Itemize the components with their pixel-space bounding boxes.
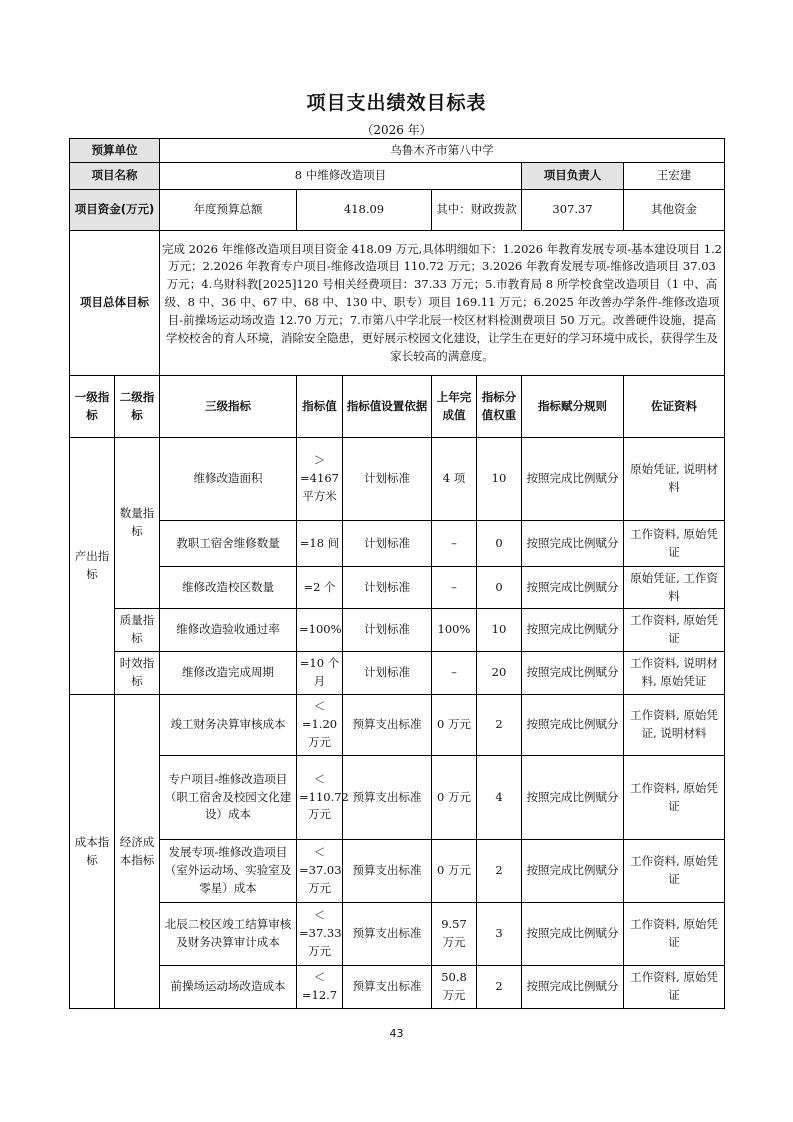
table-row — [70, 903, 725, 966]
indicator-rule: 按照完成比例赋分 — [522, 652, 624, 695]
indicator-evidence: 工作资料, 原始凭证 — [624, 521, 725, 567]
indicator-evidence: 工作资料, 说明材料, 原始凭证 — [624, 652, 725, 695]
indicator-name: 维修改造验收通过率 — [160, 609, 297, 652]
indicator-basis: 计划标准 — [343, 652, 432, 695]
table-row — [70, 652, 725, 695]
indicator-rule: 按照完成比例赋分 — [522, 840, 624, 903]
indicator-rule: 按照完成比例赋分 — [522, 609, 624, 652]
indicator-rule: 按照完成比例赋分 — [522, 521, 624, 567]
indicator-basis: 预算支出标准 — [343, 903, 432, 966]
indicator-name: 专户项目-维修改造项目（职工宿舍及校园文化建设）成本 — [160, 756, 297, 840]
header-basis: 指标值设置依据 — [343, 376, 432, 438]
fiscal-label: 其中：财政拨款 — [432, 190, 522, 231]
table-row — [70, 695, 725, 756]
indicator-weight: 0 — [477, 521, 522, 567]
total-budget-value: 418.09 — [297, 190, 432, 231]
project-leader-value: 王宏建 — [624, 163, 725, 190]
table-row — [70, 609, 725, 652]
header-target: 指标值 — [297, 376, 343, 438]
total-budget-label: 年度预算总额 — [160, 190, 297, 231]
indicator-evidence: 工作资料, 原始凭证 — [624, 609, 725, 652]
indicator-target: =10 个月 — [297, 652, 343, 695]
table-row — [70, 756, 725, 840]
indicator-rule: 按照完成比例赋分 — [522, 756, 624, 840]
indicator-basis: 计划标准 — [343, 438, 432, 521]
header-level1: 一级指标 — [70, 376, 115, 438]
indicator-evidence: 工作资料, 原始凭证 — [624, 840, 725, 903]
indicator-weight: 20 — [477, 652, 522, 695]
indicator-weight: 2 — [477, 840, 522, 903]
indicator-name: 维修改造校区数量 — [160, 567, 297, 609]
header-last-year: 上年完成值 — [432, 376, 477, 438]
table-row — [70, 567, 725, 609]
indicator-target: ＜=37.03 万元 — [297, 840, 343, 903]
header-level2: 二级指标 — [115, 376, 160, 438]
indicator-last-year: – — [432, 567, 477, 609]
header-weight: 指标分值权重 — [477, 376, 522, 438]
indicator-weight: 10 — [477, 609, 522, 652]
indicator-target: ＞=4167 平方米 — [297, 438, 343, 521]
indicator-name: 竣工财务决算审核成本 — [160, 695, 297, 756]
goal-text: 完成 2026 年维修改造项目项目资金 418.09 万元,具体明细如下：1.2026 年教育发展专项-基本建设项目 1.2 万元；2.2026 年教育专户项目-维修改造项目 110.72 万元；3.2026 年教育发展专项-维修改造项目 37.03 万元；4.乌财科教[2025]120 号相关经费项目：37.33 万元；5.市教育局 8 所学校食堂改造项目（1 中、高级、8 中、36 中、67 中、68 中、130 中、职专）项目 169.11 万元；6.2025 年改善办学条件-维修改造项目-前操场运动场改造 12.70 万元；7.市第八中学北辰一校区材料检测费项目 50 万元。改善硬件设施，提高学校校舍的育人环境，消除安全隐患，更好展示校园文化建设，让学生在更好的学习环境中成长，获得学生及家长较高的满意度。 — [160, 231, 725, 376]
indicator-name: 北辰二校区竣工结算审核及财务决算审计成本 — [160, 903, 297, 966]
indicator-target: ＜=110.72 万元 — [297, 756, 343, 840]
indicator-rule: 按照完成比例赋分 — [522, 695, 624, 756]
indicator-target: =100% — [297, 609, 343, 652]
indicator-last-year: – — [432, 521, 477, 567]
indicator-weight: 10 — [477, 438, 522, 521]
indicator-basis: 预算支出标准 — [343, 756, 432, 840]
indicator-evidence: 工作资料, 原始凭证 — [624, 903, 725, 966]
unit-value: 乌鲁木齐市第八中学 — [160, 139, 725, 163]
indicator-last-year: 4 项 — [432, 438, 477, 521]
indicator-basis: 计划标准 — [343, 567, 432, 609]
indicator-target: =2 个 — [297, 567, 343, 609]
indicator-target: =18 间 — [297, 521, 343, 567]
indicator-name: 维修改造面积 — [160, 438, 297, 521]
indicator-rule: 按照完成比例赋分 — [522, 567, 624, 609]
indicator-name: 维修改造完成周期 — [160, 652, 297, 695]
indicator-last-year: 0 万元 — [432, 695, 477, 756]
table-row — [70, 966, 725, 1009]
group-output: 产出指标 — [70, 438, 115, 695]
subgroup-economic-cost: 经济成本指标 — [115, 695, 160, 1009]
indicator-target: ＜=37.33 万元 — [297, 903, 343, 966]
indicator-weight: 2 — [477, 695, 522, 756]
table-row — [70, 438, 725, 521]
indicator-rule: 按照完成比例赋分 — [522, 903, 624, 966]
other-funds-label: 其他资金 — [624, 190, 725, 231]
indicator-last-year: 50.8 万元 — [432, 966, 477, 1009]
indicator-evidence: 原始凭证, 工作资料 — [624, 567, 725, 609]
indicator-basis: 计划标准 — [343, 521, 432, 567]
indicator-last-year: – — [432, 652, 477, 695]
indicator-last-year: 0 万元 — [432, 840, 477, 903]
indicator-name: 前操场运动场改造成本 — [160, 966, 297, 1009]
group-cost: 成本指标 — [70, 695, 115, 1009]
indicator-rule: 按照完成比例赋分 — [522, 966, 624, 1009]
table-row — [70, 521, 725, 567]
header-evidence: 佐证资料 — [624, 376, 725, 438]
project-leader-label: 项目负责人 — [522, 163, 624, 190]
subgroup-timeliness: 时效指标 — [115, 652, 160, 695]
funds-label: 项目资金(万元) — [70, 190, 160, 231]
page-title: 项目支出绩效目标表 — [306, 92, 487, 114]
unit-label: 预算单位 — [70, 139, 160, 163]
indicator-basis: 预算支出标准 — [343, 695, 432, 756]
indicator-name: 发展专项-维修改造项目（室外运动场、实验室及零星）成本 — [160, 840, 297, 903]
indicator-evidence: 工作资料, 原始凭证, 说明材料 — [624, 695, 725, 756]
indicator-name: 教职工宿舍维修数量 — [160, 521, 297, 567]
indicator-rule: 按照完成比例赋分 — [522, 438, 624, 521]
table-row — [70, 840, 725, 903]
header-rule: 指标赋分规则 — [522, 376, 624, 438]
indicator-last-year: 0 万元 — [432, 756, 477, 840]
goal-label: 项目总体目标 — [70, 231, 160, 376]
indicator-weight: 0 — [477, 567, 522, 609]
indicator-weight: 3 — [477, 903, 522, 966]
subgroup-quality: 质量指标 — [115, 609, 160, 652]
indicator-evidence: 原始凭证, 说明材料 — [624, 438, 725, 521]
header-level3: 三级指标 — [160, 376, 297, 438]
fiscal-value: 307.37 — [522, 190, 624, 231]
indicator-target: ＜=1.20 万元 — [297, 695, 343, 756]
indicator-basis: 预算支出标准 — [343, 966, 432, 1009]
indicator-evidence: 工作资料, 原始凭证 — [624, 966, 725, 1009]
indicator-evidence: 工作资料, 原始凭证 — [624, 756, 725, 840]
indicator-basis: 计划标准 — [343, 609, 432, 652]
indicator-target: ＜=12.7 — [297, 966, 343, 1009]
subgroup-quantity: 数量指标 — [115, 438, 160, 609]
indicator-weight: 2 — [477, 966, 522, 1009]
indicator-weight: 4 — [477, 756, 522, 840]
indicator-last-year: 100% — [432, 609, 477, 652]
indicator-basis: 预算支出标准 — [343, 840, 432, 903]
project-name-label: 项目名称 — [70, 163, 160, 190]
indicator-last-year: 9.57 万元 — [432, 903, 477, 966]
performance-table — [69, 138, 725, 1009]
page-number: 43 — [389, 1027, 404, 1040]
project-name-value: 8 中维修改造项目 — [160, 163, 522, 190]
year-label: （2026 年） — [361, 123, 432, 137]
